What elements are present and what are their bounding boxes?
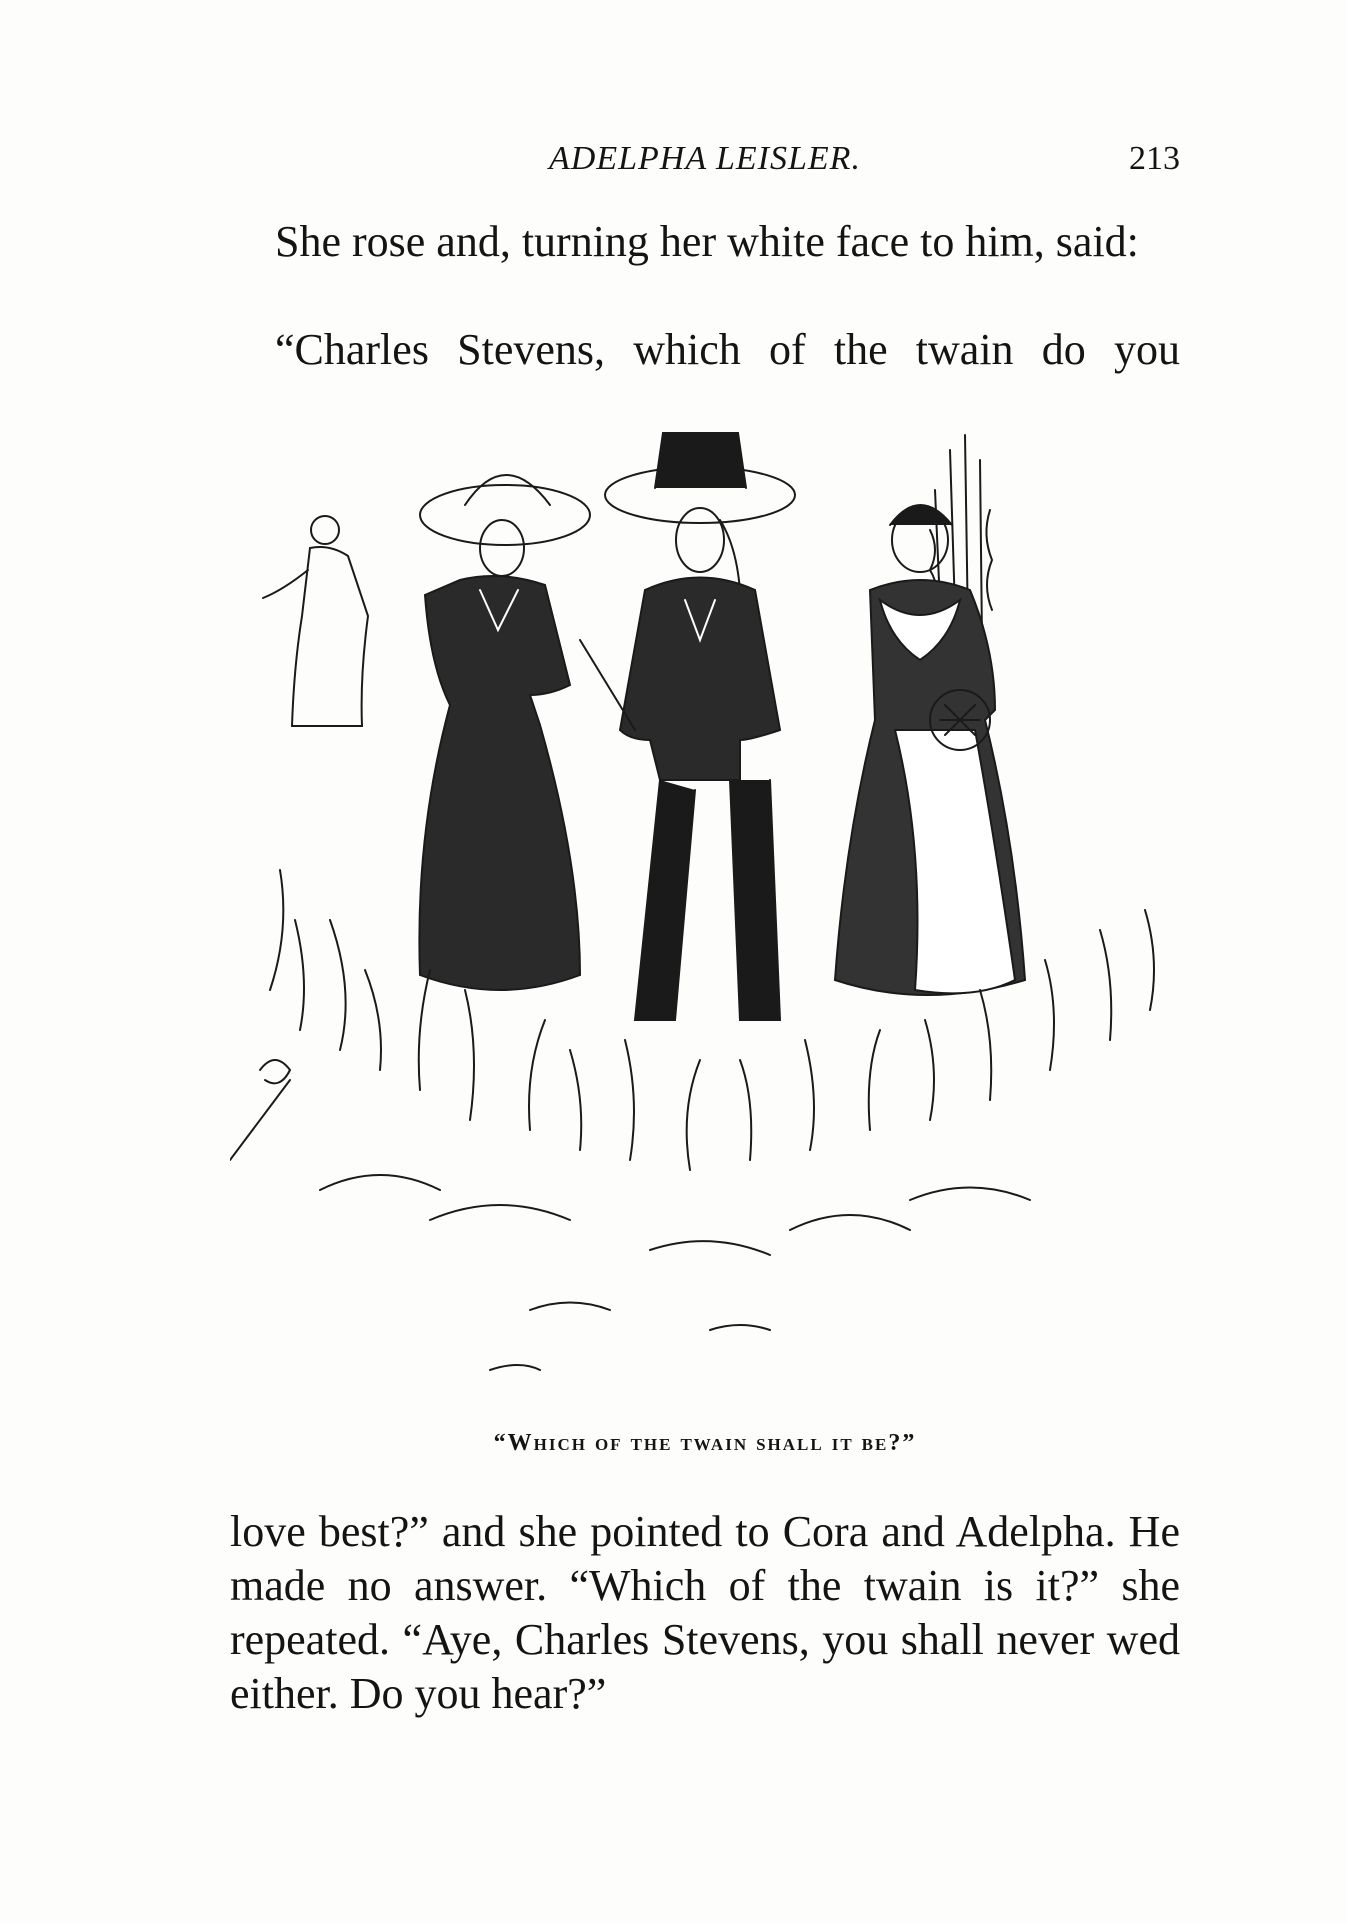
paragraph-1: She rose and, turning her white face to him, said: bbox=[275, 217, 1139, 266]
running-head bbox=[230, 140, 1180, 184]
running-title: ADELPHA LEISLER. bbox=[549, 140, 861, 177]
woman-with-hat-figure bbox=[419, 475, 590, 990]
paragraph-2: “Charles Stevens, which of the twain do you bbox=[275, 325, 1180, 374]
illustration-caption: “Which of the twain shall it be?” bbox=[493, 1430, 917, 1456]
continuation-paragraph: love best?” and she pointed to Cora and Adelpha. He made no answer. “Which of the twain is it?” she repeated. “Aye, Charles Stevens, you shall never wed either. Do you hear?” bbox=[230, 1507, 1180, 1718]
engraving-illustration bbox=[230, 430, 1180, 1390]
distant-woman-figure bbox=[263, 516, 368, 726]
man-with-tall-hat-figure bbox=[580, 433, 795, 1020]
woman-with-flowers-figure bbox=[835, 505, 1025, 995]
page-number: 213 bbox=[1129, 140, 1180, 177]
